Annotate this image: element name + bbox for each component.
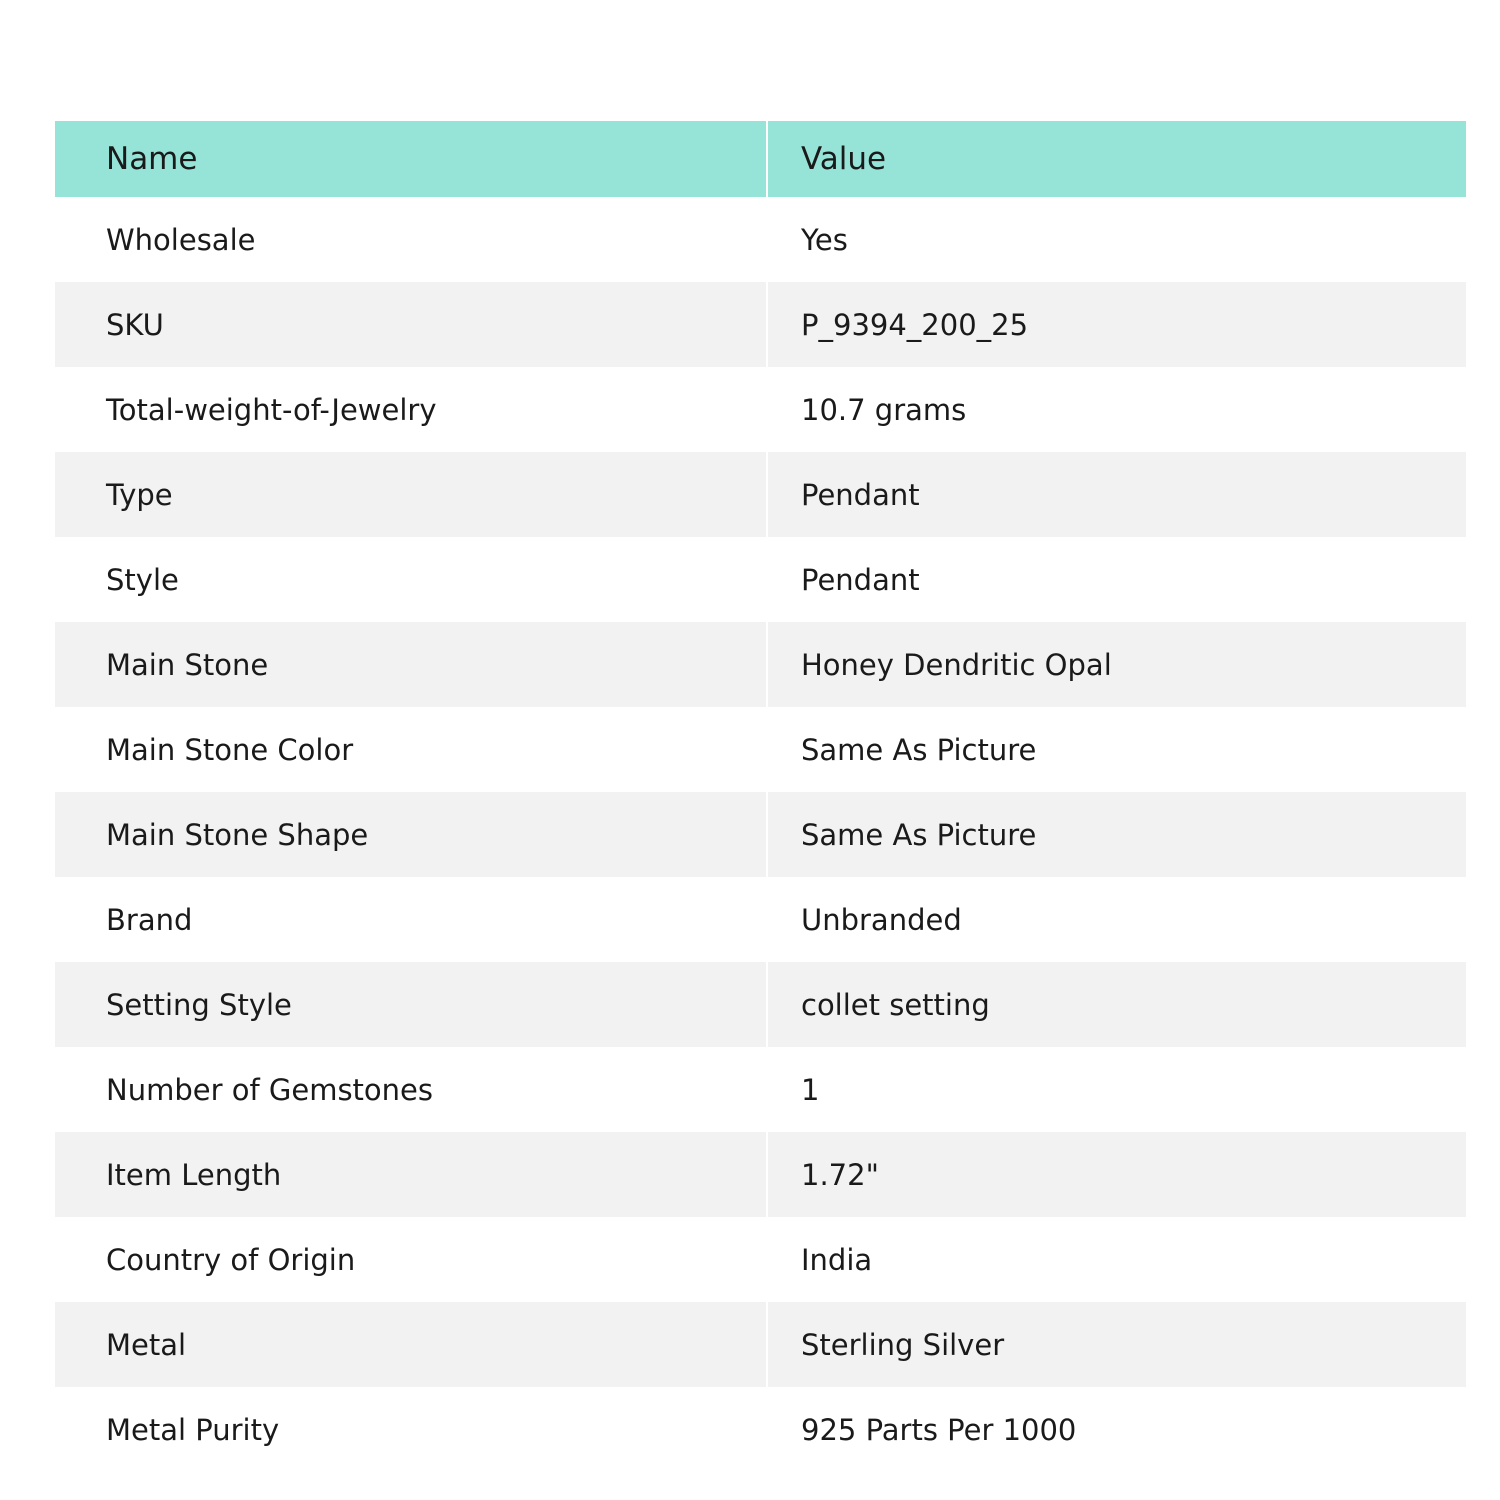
table-row (55, 877, 1466, 962)
row-name: SKU (106, 307, 164, 342)
row-name: Item Length (106, 1157, 282, 1192)
table-row (55, 452, 1466, 537)
table-row (55, 622, 1466, 707)
table-row (55, 962, 1466, 1047)
row-name: Number of Gemstones (106, 1072, 434, 1107)
table-row (55, 1387, 1466, 1472)
row-name: Total-weight-of-Jewelry (106, 392, 437, 427)
header-name: Name (106, 141, 198, 177)
spec-table (55, 121, 1466, 1472)
row-value: Same As Picture (801, 732, 1037, 767)
row-name: Country of Origin (106, 1242, 356, 1277)
row-value: Sterling Silver (766, 1302, 1466, 1387)
row-name: Main Stone (106, 647, 269, 682)
table-row (55, 1217, 1466, 1302)
table-row (55, 537, 1466, 622)
row-name: Style (106, 562, 179, 597)
row-name: Wholesale (106, 222, 256, 257)
row-value: Pendant (801, 562, 920, 597)
row-value: India (801, 1242, 873, 1277)
row-name: Metal (106, 1327, 187, 1362)
row-value: 925 Parts Per 1000 (801, 1412, 1077, 1447)
row-value: Yes (801, 222, 848, 257)
table-row (55, 197, 1466, 282)
table-row (55, 1302, 1466, 1387)
row-value: P_9394_200_25 (766, 282, 1466, 367)
row-value: 1 (801, 1072, 820, 1107)
row-name: Main Stone Color (106, 732, 354, 767)
table-row (55, 792, 1466, 877)
row-value: collet setting (766, 962, 1466, 1047)
row-name: Metal Purity (106, 1412, 280, 1447)
row-name: Main Stone Shape (106, 817, 369, 852)
header-value: Value (766, 121, 1466, 197)
row-name: Brand (106, 902, 193, 937)
row-value: Pendant (766, 452, 1466, 537)
table-row (55, 707, 1466, 792)
row-name: Setting Style (106, 987, 292, 1022)
row-value: 10.7 grams (801, 392, 967, 427)
row-value: Honey Dendritic Opal (766, 622, 1466, 707)
table-row (55, 1132, 1466, 1217)
row-value: 1.72" (766, 1132, 1466, 1217)
row-value: Same As Picture (766, 792, 1466, 877)
row-name: Type (106, 477, 173, 512)
table-header (55, 121, 1466, 197)
table-row (55, 1047, 1466, 1132)
row-value: Unbranded (801, 902, 962, 937)
table-row (55, 367, 1466, 452)
table-row (55, 282, 1466, 367)
